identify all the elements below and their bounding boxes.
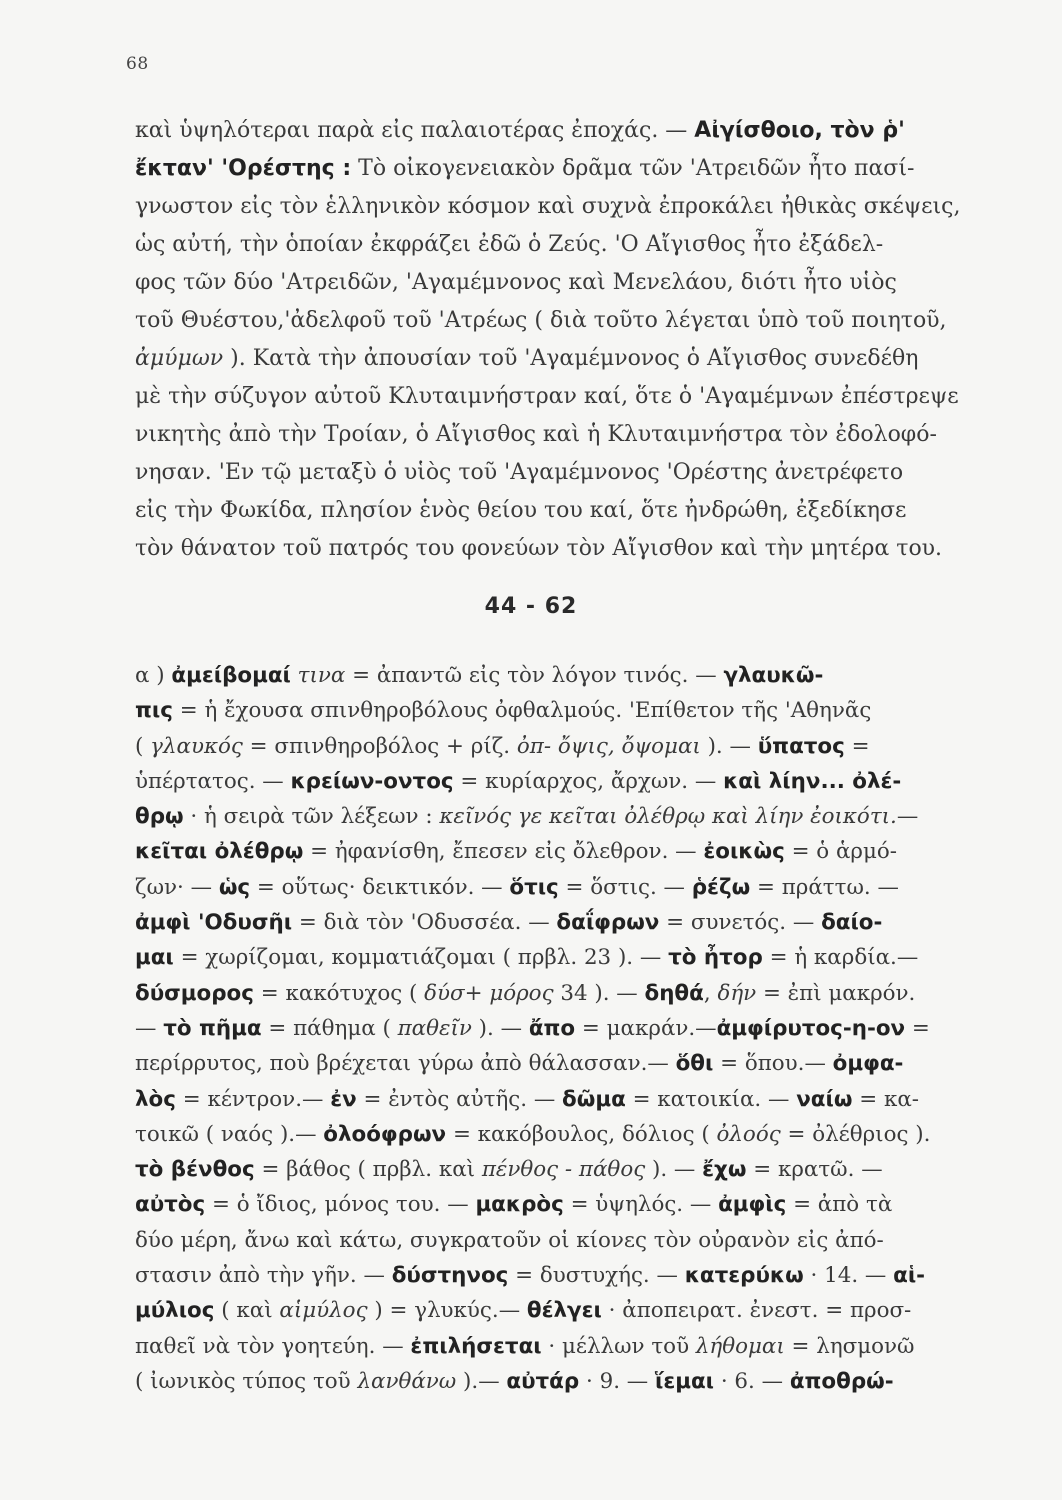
headword: λὸς [135,1086,176,1112]
text-run: = ὅστις. — [558,874,692,900]
glossary-line [135,764,1010,799]
text-run: · 14. — [803,1263,894,1289]
text-run: Τὸ οἰκογενειακὸν δρᾶμα τῶν 'Ατρειδῶν ἦτο πασί- [351,156,915,181]
text-run: περίρρυτος, ποὺ βρέχεται γύρω ἀπὸ θάλασσαν.— [135,1051,676,1077]
headword: μακρὸς [475,1192,564,1218]
text-run: = βάθος ( πρβλ. καὶ [254,1157,482,1183]
paragraph-line [135,454,1010,492]
text-run: = ἡ καρδία.— [762,945,919,971]
text-run: δύο μέρη, ἄνω καὶ κάτω, συγκρατοῦν οἱ κίονες τὸν οὐρανὸν εἰς ἀπό- [135,1227,884,1253]
text-run [551,734,558,759]
headword: κατερύκω [684,1263,804,1289]
headword: ἐοικὼς [703,839,785,865]
paragraph-line [135,264,1010,302]
glossary-line [135,1223,1010,1258]
text-run: · ἡ σειρὰ τῶν λέξεων : [183,804,440,830]
text-run: = λησμονῶ [784,1333,915,1359]
headword: πις [135,698,173,724]
italic-text: τινα [290,663,346,688]
text-run: = κατοικία. — [625,1086,797,1112]
text-run: — [135,1015,164,1041]
text-run: παθεῖ νὰ τὸν γοητεύη. — [135,1333,411,1359]
italic-text: αἱμύλος [279,1298,368,1324]
italic-text: κεῖνός γε κεῖται ὀλέθρῳ καὶ λίην ἐοικότι. [439,804,897,830]
glossary-line [135,1082,1010,1117]
headword: μύλιος [135,1298,215,1324]
headword: ἐπιλήσεται [410,1333,542,1359]
headword: ἀμφὶ 'Οδυσῆι [135,910,293,936]
headword: αὐτὸς [135,1192,206,1218]
text-run: ( [135,733,151,759]
paragraph-line [135,530,1010,568]
text-run: = δυστυχής. — [508,1263,685,1289]
headword: θέλγει [526,1298,602,1324]
glossary-line [135,658,1010,693]
glossary-line [135,870,1010,905]
text-run: = πάθημα ( [261,1015,398,1041]
glossary-line [135,1011,1010,1046]
glossary-section [135,658,1010,1399]
page-number: 68 [126,54,149,74]
text-run: εἰς τὴν Φωκίδα, πλησίον ἑνὸς θείου του καί, ὅτε ἠνδρώθη, ἐξεδίκησε [135,498,907,523]
headword: μαι [135,945,174,971]
headword: τὸ βένθος [135,1157,255,1183]
text-run: = κέντρον.— [175,1086,331,1112]
headword: δαίο- [821,910,883,936]
text-run: = σπινθηροβόλος + ρίζ. [242,733,517,759]
text-run: , [703,980,718,1006]
glossary-line [135,1258,1010,1293]
italic-text: γλαυκός [150,733,243,759]
italic-text: ὀλοός [716,1121,781,1147]
text-run: ( καὶ [214,1298,280,1324]
text-run: α ) [135,663,172,688]
paragraph-line [135,112,1010,150]
paragraph-line [135,416,1010,454]
text-run: ζων· — [135,874,219,900]
glossary-line [135,693,1010,728]
headword: δύστηνος [391,1263,509,1289]
text-run: · μέλλων τοῦ [541,1333,696,1359]
headword: ναίω [796,1086,853,1112]
glossary-line [135,1329,1010,1364]
text-run: · 6. — [714,1368,790,1394]
headword: τὸ ἦτορ [668,945,763,971]
text-run: = ὑψηλός. — [563,1192,719,1218]
text-run: τοικῶ ( ναός ).— [135,1121,324,1147]
text-run: 34 ). — [553,980,645,1006]
italic-text: παθεῖν [397,1015,472,1041]
text-run: τὸν θάνατον τοῦ πατρός του φονεύων τὸν Αἴγισθον καὶ τὴν μητέρα του. [135,536,943,561]
headword: ἐν [330,1086,357,1112]
headword: γλαυκῶ- [723,663,824,688]
text-run: νικητὴς ἀπὸ τὴν Τροίαν, ὁ Αἴγισθος καὶ ἡ Κλυταιμνήστρα τὸν ἐδολοφό- [135,422,937,447]
paragraph-line [135,302,1010,340]
glossary-line [135,729,1010,764]
headword: ὡς [218,874,251,900]
headword: καὶ λίην... ὀλέ- [723,768,902,794]
italic-text: πένθος - πάθος [481,1157,646,1183]
text-run: = [905,1015,930,1041]
text-run: = κυρίαρχος, ἄρχων. — [453,768,724,794]
text-run: = ἀπαντῶ εἰς τὸν λόγον τινός. — [345,663,724,688]
text-run: · ἀποπειρατ. ἐνεστ. = προσ- [601,1298,912,1324]
headword: Αἰγίσθοιο, τὸν ῥ' [694,118,905,143]
text-run: · 9. — [579,1368,655,1394]
glossary-line [135,1117,1010,1152]
text-run: ( ἰωνικὸς τύπος τοῦ [135,1368,358,1394]
text-run: ). — [700,733,758,759]
italic-text: δύσ+ μόρος [424,980,554,1006]
headword: δαΐφρων [556,910,660,936]
text-run: = ὁ ἁρμό- [784,839,897,865]
headword: ἵεμαι [655,1368,715,1394]
glossary-line [135,1293,1010,1328]
text-run: ὡς αὐτή, τὴν ὁποίαν ἐκφράζει ἐδῶ ὁ Ζεύς. 'Ο Αἴγισθος ἦτο ἐξάδελ- [135,232,884,257]
glossary-line [135,1364,1010,1399]
text-run: καὶ ὑψηλότεραι παρὰ εἰς παλαιοτέρας ἐποχάς. — [135,118,695,143]
text-run: νησαν. 'Εν τῷ μεταξὺ ὁ υἱὸς τοῦ 'Αγαμέμνονος 'Ορέστης ἀνετρέφετο [135,460,904,485]
headword: ἔχω [702,1157,747,1183]
text-run: = ἐπὶ μακρόν. [756,980,916,1006]
headword: κεῖται ὀλέθρῳ [135,839,304,865]
headword: θρῳ [135,804,184,830]
text-run: = ἡ ἔχουσα σπινθηροβόλους ὀφθαλμούς. 'Επίθετον τῆς 'Αθηνᾶς [172,698,872,724]
text-run: = κα- [852,1086,919,1112]
italic-text: ὄψις, ὄψομαι [557,733,701,759]
headword: κρείων-οντος [290,768,454,794]
text-run: στασιν ἀπὸ τὴν γῆν. — [135,1263,392,1289]
headword: τὸ πῆμα [163,1015,262,1041]
headword: ἀποθρώ- [789,1368,894,1394]
paragraph-line [135,340,1010,378]
text-run: ὑπέρτατος. — [135,768,291,794]
text-run: = ὁ ἴδιος, μόνος του. — [205,1192,476,1218]
headword: ἀμφίρυτος-η-ον [716,1015,906,1041]
section-heading: 44 - 62 [484,594,578,619]
headword: ὀλοόφρων [323,1121,447,1147]
text-run: = ἀπὸ τὰ [786,1192,893,1218]
glossary-line [135,905,1010,940]
headword: δύσμορος [135,980,254,1006]
text-run: ). — [645,1157,703,1183]
italic-text: δήν [717,980,757,1006]
headword: ἀμείβομαί [171,663,291,688]
text-run: = ὅπου.— [713,1051,833,1077]
paragraph-line [135,492,1010,530]
headword: αὐτάρ [506,1368,580,1394]
text-run: μὲ τὴν σύζυγον αὐτοῦ Κλυταιμνήστραν καί, ὅτε ὁ 'Αγαμέμνων ἐπέστρεψε [135,384,959,409]
text-run: = ὀλέθριος ). [780,1121,931,1147]
paragraph-line [135,226,1010,264]
italic-text: λανθάνω [357,1368,457,1394]
italic-text: ὀπ- [516,733,552,759]
headword: ἔκταν' 'Ορέστης : [135,156,352,181]
glossary-line [135,799,1010,834]
text-run: = πράττω. — [750,874,899,900]
text-run: = μακράν.— [575,1015,717,1041]
text-run: = διὰ τὸν 'Οδυσσέα. — [292,910,557,936]
paragraph-line [135,378,1010,416]
text-run: ).— [456,1368,507,1394]
paragraph-line [135,188,1010,226]
text-run: = χωρίζομαι, κομματιάζομαι ( πρβλ. 23 ). — [173,945,669,971]
text-run: = [844,733,870,759]
text-run: γνωστον εἰς τὸν ἑλληνικὸν κόσμον καὶ συχνὰ ἐπροκάλει ἠθικὰς σκέψεις, [135,194,961,219]
text-run: = ἐντὸς αὐτῆς. — [356,1086,563,1112]
text-run: = ἠφανίσθη, ἔπεσεν εἰς ὄλεθρον. — [303,839,704,865]
headword: δηθά [644,980,704,1006]
paragraph-line [135,150,1010,188]
text-run: τοῦ Θυέστου,'ἀδελφοῦ τοῦ 'Ατρέως ( διὰ τοῦτο λέγεται ὑπὸ τοῦ ποιητοῦ, [135,308,947,333]
commentary-paragraph [135,112,1010,568]
glossary-line [135,1152,1010,1187]
text-run: = κακότυχος ( [253,980,425,1006]
text-run: = κρατῶ. — [746,1157,883,1183]
glossary-line [135,940,1010,975]
headword: ἀμφὶς [718,1192,787,1218]
headword: ἄπο [528,1015,576,1041]
glossary-line [135,1046,1010,1081]
text-run: ). — [471,1015,529,1041]
glossary-line [135,834,1010,869]
text-run: φος τῶν δύο 'Ατρειδῶν, 'Αγαμέμνονος καὶ Μενελάου, διότι ἦτο υἱὸς [135,270,897,295]
headword: ὕπατος [757,733,845,759]
text-run: = κακόβουλος, δόλιος ( [446,1121,717,1147]
glossary-line [135,976,1010,1011]
headword: δῶμα [562,1086,626,1112]
text-run: = συνετός. — [659,910,822,936]
italic-text: λήθομαι [695,1333,785,1359]
text-run: ). Κατὰ τὴν ἀπουσίαν τοῦ 'Αγαμέμνονος ὁ Αἴγισθος συνεδέθη [223,346,919,371]
headword: ὀμφα- [832,1051,904,1077]
text-run: — [896,804,919,830]
headword: ὅτις [509,874,559,900]
glossary-line [135,1187,1010,1222]
text-run: ) = γλυκύς.— [367,1298,527,1324]
italic-text: ἀμύμων [135,346,224,371]
headword: ῥέζω [691,874,751,900]
headword: αἱ- [893,1263,926,1289]
text-run: = οὕτως· δεικτικόν. — [250,874,510,900]
headword: ὅθι [675,1051,714,1077]
